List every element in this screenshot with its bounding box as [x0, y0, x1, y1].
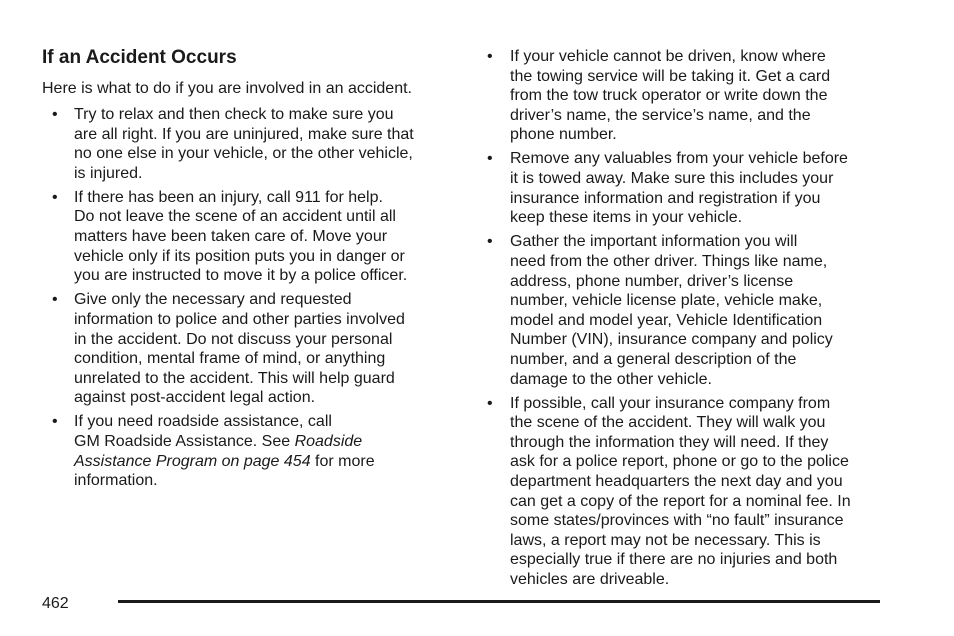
list-item	[487, 232, 851, 389]
list-item-text	[74, 188, 414, 286]
bullet-icon: •	[487, 48, 493, 65]
bullet-icon: •	[52, 106, 58, 123]
text-line: the towing service will be taking it. Get a card	[510, 67, 831, 85]
text-line: Number (VIN), insurance company and policy	[510, 331, 833, 349]
list-item	[42, 290, 414, 408]
text-line: unrelated to the accident. This will help guard	[74, 369, 395, 387]
text-line: number, and a general description of the	[510, 350, 797, 368]
text-line: the scene of the accident. They will walk you	[510, 414, 826, 432]
text-line: Give only the necessary and requested	[74, 291, 352, 309]
text-line: it is towed away. Make sure this includes your	[510, 170, 834, 188]
bullet-icon: •	[487, 394, 493, 412]
text-line: model and model year, Vehicle Identification	[510, 311, 823, 329]
text-line: department headquarters the next day and you	[510, 472, 843, 490]
text-line: are all right. If you are uninjured, make sure that	[74, 125, 414, 143]
list-item-text	[74, 105, 414, 183]
section-heading: If an Accident Occurs	[42, 47, 237, 68]
list-item	[487, 149, 851, 227]
text-line: keep these items in your vehicle.	[510, 209, 743, 227]
text-line: Do not leave the scene of an accident until all	[74, 208, 396, 226]
text-line: vehicle only if its position puts you in danger or	[74, 247, 405, 265]
text-line: Gather the important information you will	[510, 233, 798, 251]
page-number: 462	[42, 595, 69, 612]
bullet-icon: •	[52, 413, 58, 431]
text-line: Try to relax and then check to make sure you	[74, 106, 394, 123]
text-line: condition, mental frame of mind, or anything	[74, 350, 386, 368]
text-line: against post-accident legal action.	[74, 389, 316, 407]
right-bullet-list	[487, 47, 851, 594]
text-line: If possible, call your insurance company from	[510, 394, 831, 412]
list-item-text	[510, 232, 851, 389]
bullet-icon: •	[487, 233, 493, 251]
text-fragment: for more	[310, 452, 375, 470]
text-line: matters have been taken care of. Move your	[74, 228, 388, 246]
text-line: vehicles are driveable.	[510, 570, 670, 588]
bullet-icon: •	[487, 150, 493, 168]
list-item-text	[74, 412, 414, 490]
text-line: from the tow truck operator or write down the	[510, 87, 828, 105]
text-fragment: GM Roadside Assistance. See	[74, 433, 295, 450]
text-line: is injured.	[74, 164, 143, 182]
intro-paragraph: Here is what to do if you are involved in an accident.	[42, 80, 412, 97]
text-line: no one else in your vehicle, or the other vehicle,	[74, 145, 413, 163]
text-line: some states/provinces with “no fault” insurance	[510, 512, 844, 530]
list-item-text	[510, 394, 851, 590]
cross-reference-link[interactable]: Assistance Program on page 454	[74, 452, 311, 470]
bullet-icon: •	[52, 291, 58, 309]
text-line: information to police and other parties involved	[74, 310, 405, 328]
list-item	[42, 188, 414, 286]
text-line: If there has been an injury, call 911 for help.	[74, 188, 383, 206]
text-line	[74, 452, 414, 472]
list-item	[487, 394, 851, 590]
text-line: insurance information and registration if you	[510, 189, 821, 207]
text-line	[74, 432, 414, 452]
text-line: need from the other driver. Things like name,	[510, 252, 828, 270]
left-bullet-list	[42, 105, 414, 495]
text-line: If you need roadside assistance, call	[74, 413, 332, 431]
text-line: can get a copy of the report for a nominal fee. In	[510, 492, 851, 510]
text-line: phone number.	[510, 126, 617, 144]
text-line: driver’s name, the service’s name, and the	[510, 106, 811, 124]
cross-reference-link[interactable]: Roadside	[294, 433, 363, 450]
text-line: If your vehicle cannot be driven, know where	[510, 48, 826, 65]
text-line: address, phone number, driver’s license	[510, 272, 794, 290]
bullet-icon: •	[52, 188, 58, 206]
list-item	[487, 47, 851, 145]
footer-divider	[118, 600, 880, 603]
text-line: through the information they will need. If they	[510, 433, 829, 451]
text-line: in the accident. Do not discuss your personal	[74, 330, 393, 348]
text-line: damage to the other vehicle.	[510, 370, 712, 388]
list-item-text	[74, 290, 414, 408]
text-line: number, vehicle license plate, vehicle make,	[510, 292, 823, 310]
list-item-text	[510, 47, 851, 145]
text-line: you are instructed to move it by a police officer.	[74, 267, 408, 285]
list-item-text	[510, 149, 851, 227]
text-line: ask for a police report, phone or go to the police	[510, 453, 849, 471]
list-item-roadside	[42, 412, 414, 490]
list-item	[42, 105, 414, 183]
text-line: information.	[74, 472, 158, 490]
text-line: especially true if there are no injuries and both	[510, 551, 838, 569]
text-line: Remove any valuables from your vehicle before	[510, 150, 848, 168]
text-line: laws, a report may not be necessary. This is	[510, 531, 821, 549]
